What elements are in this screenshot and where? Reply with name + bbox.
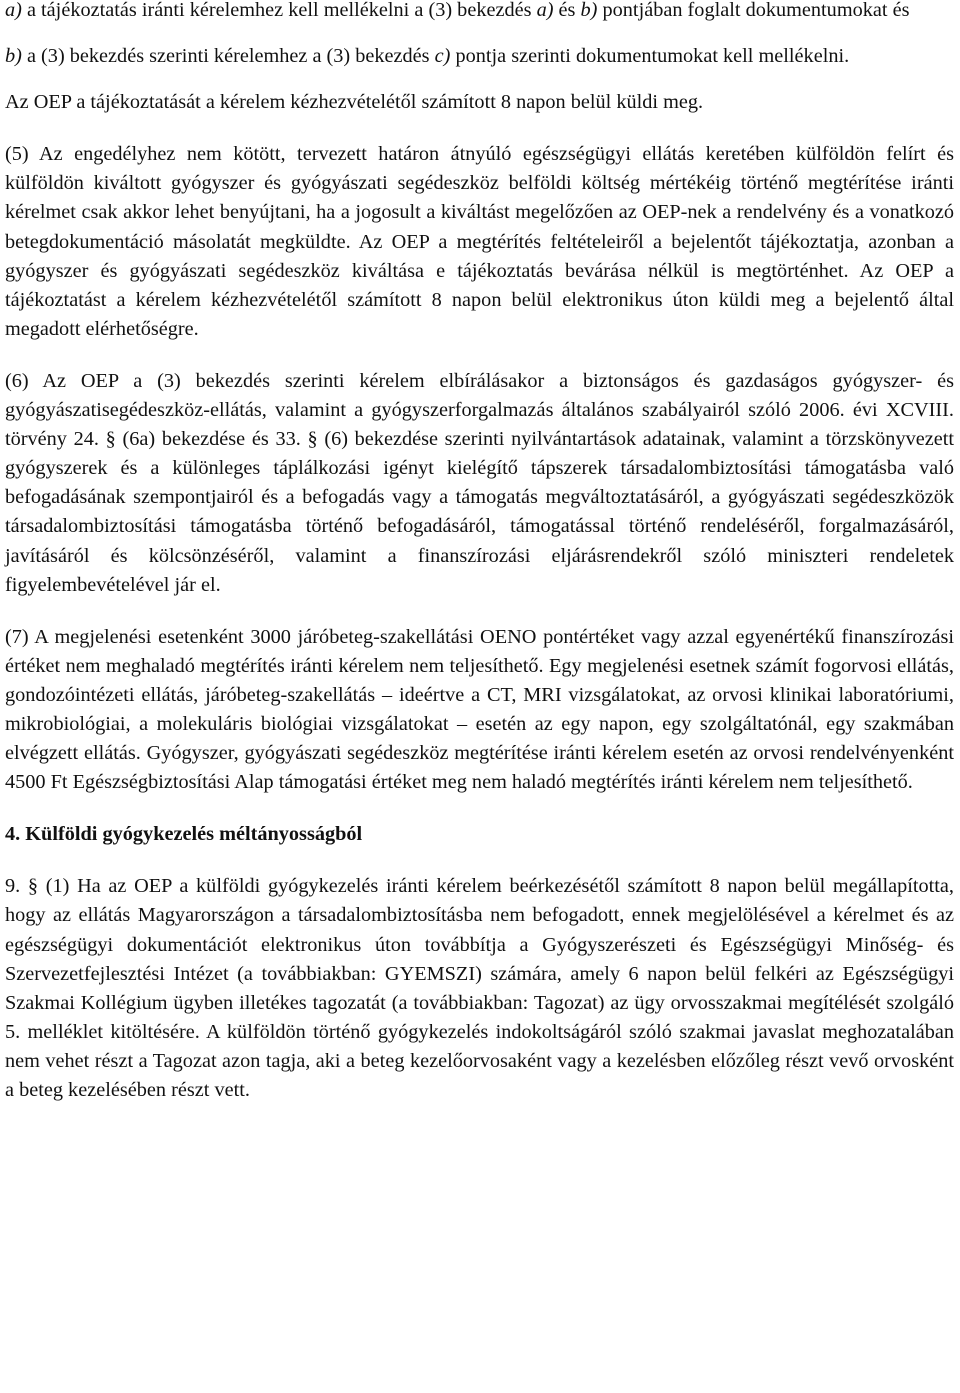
list-item-a bbox=[5, 0, 954, 25]
list-marker-b: b) bbox=[5, 45, 22, 68]
reference-c: c) bbox=[434, 45, 451, 68]
list-item-b-text-1: a (3) bekezdés szerinti kérelemhez a (3) bekezdés bbox=[21, 45, 435, 68]
paragraph-6: (6) Az OEP a (3) bekezdés szerinti kérelem elbírálásakor a biztonságos és gazdaságos gyógyszer- és gyógyászatisegédeszköz-ellátás, valamint a gyógyszerforgalmazás általános szabályairól szóló 2006. évi XCVIII. törvény 24. § (6a) bekezdése és 33. § (6) bekezdése szerinti nyilvántartások adatainak, valamint a törzskönyvezett gyógyszerek és a különleges táplálkozási igényt kielégítő tápszerek társadalombiztosítási támogatásba való befogadásának szempontjairól és a befogadás vagy a támogatás megváltoztatásáról, a gyógyászati segédeszközök társadalombiztosítási támogatásba történő befogadásáról, támogatással történő rendeléséről, forgalmazásáról, javításáról és kölcsönzéséről, valamint a finanszírozási eljárásrendekről szóló miniszteri rendeletek figyelembevételével jár el. bbox=[5, 369, 954, 596]
reference-b: b) bbox=[580, 0, 598, 21]
list-item-b-text-2: pontja szerinti dokumentumokat kell mellékelni. bbox=[450, 45, 850, 68]
oep-notice-paragraph: Az OEP a tájékoztatását a kérelem kézhezvételétől számított 8 napon belül küldi meg. bbox=[5, 91, 704, 114]
list-item-a-text-3: pontjában foglalt dokumentumokat és bbox=[597, 0, 910, 21]
list-item-a-text-1: a tájékoztatás iránti kérelemhez kell mellékelni a (3) bekezdés bbox=[21, 0, 537, 21]
paragraph-7: (7) A megjelenési esetenként 3000 járóbeteg-szakellátási OENO pontértéket vagy azzal egyenértékű finanszírozási értéket nem meghaladó megtérítés iránti kérelem nem teljesíthető. Egy megjelenési esetnek számít fogorvosi ellátás, gondozóintézeti ellátás, járóbeteg-szakellátás – ideértve a CT, MRI vizsgálatokat, az orvosi klinikai laboratóriumi, mikrobiológiai, a molekuláris biológiai vizsgálatokat – esetén az egy napon, egy szolgáltatónál, egy szakmában elvégzett ellátás. Gyógyszer, gyógyászati segédeszköz megtérítése iránti kérelem esetén az orvosi rendelvényenként 4500 Ft Egészségbiztosítási Alap támogatási értéket meg nem haladó megtérítés iránti kérelem nem teljesíthető. bbox=[5, 625, 954, 794]
paragraph-5: (5) Az engedélyhez nem kötött, tervezett határon átnyúló egészségügyi ellátás keretében külföldön felírt és külföldön kiváltott gyógyszer és gyógyászati segédeszköz belföldi költség mértékéig történő megtérítése iránti kérelmet csak akkor lehet benyújtani, ha a jogosult a kiváltást megelőzően az OEP-nek a rendelvény és a vonatkozó betegdokumentáció másolatát megküldte. Az OEP a megtérítés feltételeiről a bejelentőt tájékoztatja, azonban a gyógyszer és gyógyászati segédeszköz kiváltása e tájékoztatás bevárása nélkül is megtörténhet. Az OEP a tájékoztatást a kérelem kézhezvételétől számított 8 napon belül elektronikus úton küldi meg a bejelentő által megadott elérhetőségre. bbox=[5, 143, 954, 340]
paragraph-9-1: 9. § (1) Ha az OEP a külföldi gyógykezelés iránti kérelem beérkezésétől számított 8 napon belül megállapította, hogy az ellátás Magyarországon a társadalombiztosításba nem befogadott, ennek megjelölésével a kérelmet és az egészségügyi dokumentációt elektronikus úton továbbítja a Gyógyszerészeti és Egészségügyi Minőség- és Szervezetfejlesztési Intézet (a továbbiakban: GYEMSZI) számára, amely 6 napon belül felkéri az Egészségügyi Szakmai Kollégium ügyben illetékes tagozatát (a továbbiakban: Tagozat) az ügy orvosszakmai megítélését szolgáló 5. melléklet kitöltésére. A külföldön történő gyógykezelés indokoltságáról szóló szakmai javaslat meghozatalában nem vehet részt a Tagozat azon tagja, aki a beteg kezelőorvosaként vagy a kezelésben előzőleg részt vevő orvosként a beteg kezelésében részt vett. bbox=[5, 875, 954, 1101]
list-item-b bbox=[5, 42, 954, 71]
section-heading: 4. Külföldi gyógykezelés méltányosságból bbox=[5, 823, 363, 846]
list-item-a-text-2: és bbox=[553, 0, 581, 21]
reference-a: a) bbox=[536, 0, 554, 21]
list-marker-a: a) bbox=[5, 0, 22, 21]
